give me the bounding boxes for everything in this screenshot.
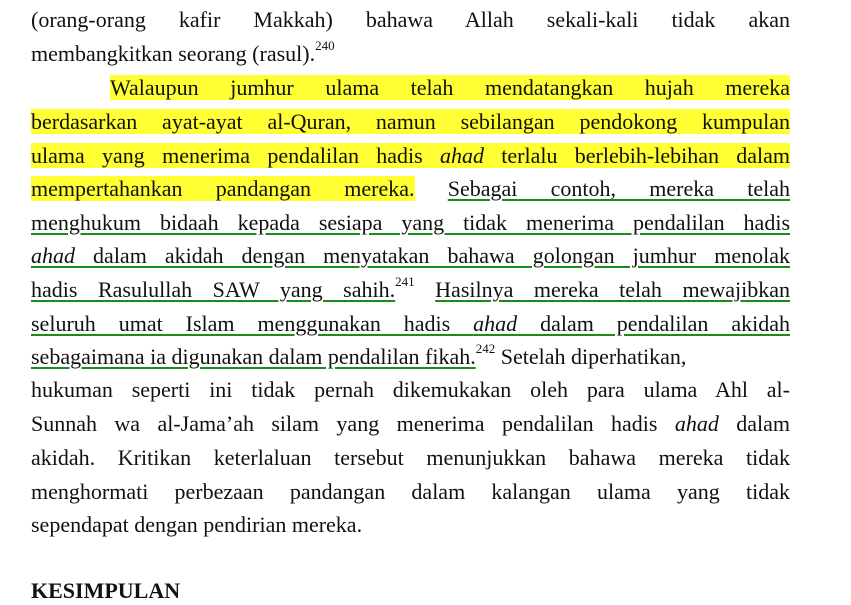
text-line-10: seluruh umat Islam menggunakan hadis ahad dalam pendalilan akidah [31,311,790,336]
text-line-8: ahad dalam akidah dengan menyatakan bahawa golongan jumhur menolak [31,243,790,268]
text-line-12: hukuman seperti ini tidak pernah dikemukakan oleh para ulama Ahl al- [31,377,790,402]
text-line-4 [31,108,790,136]
text-line-7: menghukum bidaah kepada sesiapa yang tidak menerima pendalilan hadis [31,210,790,235]
text-line-5 [31,142,790,170]
text-line-14: akidah. Kritikan keterlaluan tersebut menunjukkan bahawa mereka tidak [31,445,790,470]
footnote-ref-241[interactable]: 241 [395,273,415,289]
highlighted-text: mempertahankan pandangan mereka. [31,176,415,201]
text-line-13: Sunnah wa al-Jama’ah silam yang menerima pendalilan hadis ahad dalam [31,411,790,436]
text-line-15: menghormati perbezaan pandangan dalam kalangan ulama yang tidak [31,479,790,504]
text-line-2: membangkitkan seorang (rasul).$^{240}$ [31,37,335,66]
text-line-16: sependapat dengan pendirian mereka. [31,512,363,537]
text-line-3 [110,74,790,102]
text-line-11: sebagaimana ia digunakan dalam pendalilan fikah.$^{242}$ Setelah diperhatikan, [31,340,687,369]
text-line-1: (orang-orang kafir Makkah) bahawa Allah sekali-kali tidak akan [31,7,790,32]
text-line-9: hadis Rasulullah SAW yang sahih.$^{241}$ Hasilnya mereka telah mewajibkan [31,273,790,302]
highlighted-text: berdasarkan ayat-ayat al-Quran, namun sebilangan pendokong kumpulan [31,109,790,134]
text-line-6 [31,175,790,203]
section-heading: KESIMPULAN [31,578,181,603]
underlined-text: Sebagai contoh, mereka telah [447,176,791,201]
highlighted-text: ulama yang menerima pendalilan hadis ahad terlalu berlebih-lebihan dalam [31,143,791,168]
highlighted-text: Walaupun jumhur ulama telah mendatangkan hujah mereka [110,75,790,100]
footnote-ref-242[interactable]: 242 [475,340,496,356]
footnote-ref-240[interactable]: 240 [315,37,335,53]
